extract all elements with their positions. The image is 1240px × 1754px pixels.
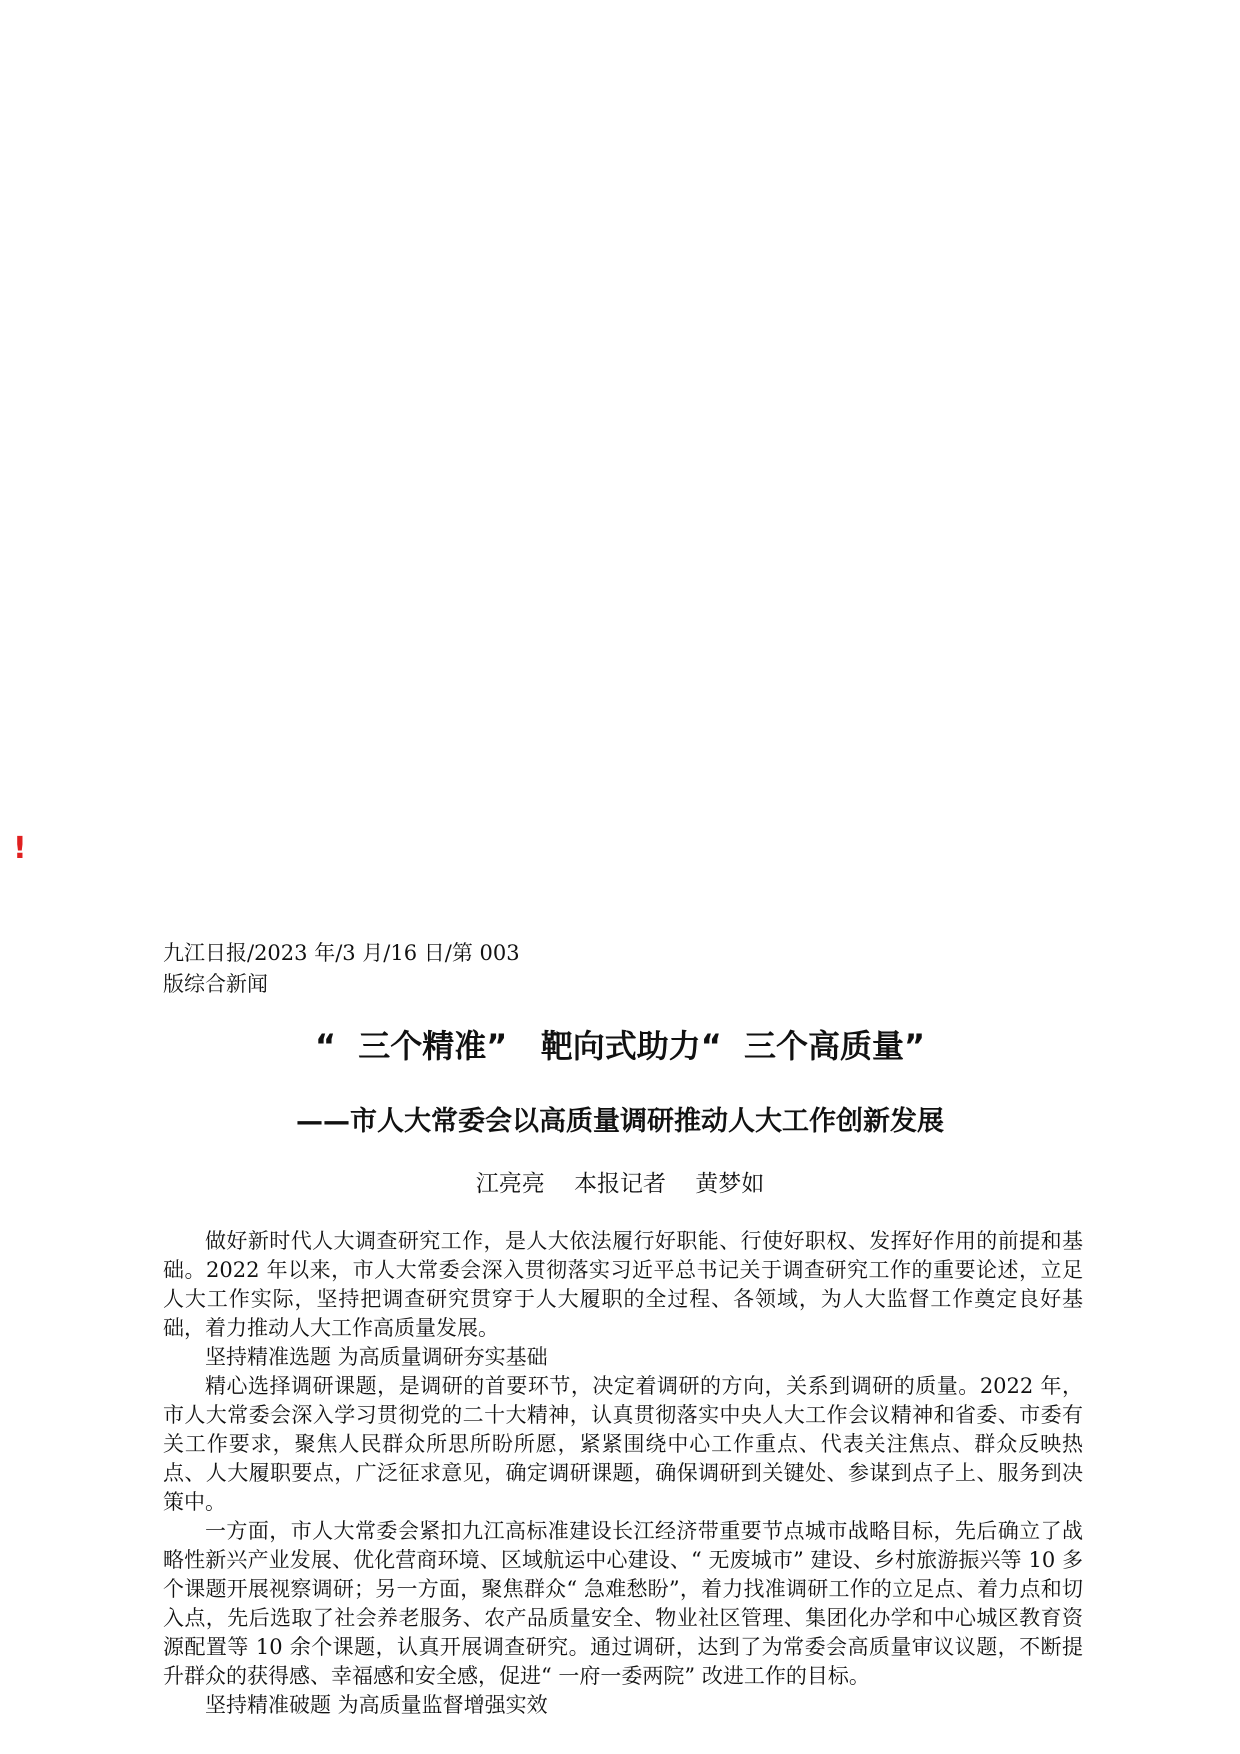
paragraph-1: 精心选择调研课题，是调研的首要环节，决定着调研的方向，关系到调研的质量。2022 年，市人大常委会深入学习贯彻党的二十大精神，认真贯彻落实中央人大工作会议精神和省委、市委有关工作要求，聚焦人民群众所思所盼所愿，紧紧围绕中心工作重点、代表关注焦点、群众反映热点、人大履职要点，广泛征求意见，确定调研课题，确保调研到关键处、参谋到点子上、服务到决策中。 <box>163 1374 1083 1514</box>
source-line-2: 版综合新闻 <box>163 972 268 996</box>
article-byline: 江亮亮 本报记者 黄梦如 <box>475 1171 765 1197</box>
article-body <box>163 1227 1083 1720</box>
section-heading-1: 坚持精准选题 为高质量调研夯实基础 <box>205 1345 548 1369</box>
section-heading-2: 坚持精准破题 为高质量监督增强实效 <box>205 1693 548 1717</box>
source-line-1: 九江日报/2023 年/3 月/16 日/第 003 <box>163 941 520 965</box>
alert-mark: ! <box>13 831 27 866</box>
article-subtitle: ——市人大常委会以高质量调研推动人大工作创新发展 <box>296 1106 944 1137</box>
source-line <box>163 938 520 1000</box>
paragraph-intro: 做好新时代人大调查研究工作，是人大依法履行好职能、行使好职权、发挥好作用的前提和基础。2022 年以来，市人大常委会深入贯彻落实习近平总书记关于调查研究工作的重要论述，立足人大工作实际，坚持把调查研究贯穿于人大履职的全过程、各领域，为人大监督工作奠定良好基础，着力推动人大工作高质量发展。 <box>163 1229 1083 1340</box>
article-title: “ 三个精准” 靶向式助力“ 三个高质量” <box>314 1027 926 1065</box>
paragraph-2: 一方面，市人大常委会紧扣九江高标准建设长江经济带重要节点城市战略目标，先后确立了战略性新兴产业发展、优化营商环境、区域航运中心建设、“ 无废城市” 建设、乡村旅游振兴等 10 多个课题开展视察调研；另一方面，聚焦群众“ 急难愁盼”，着力找准调研工作的立足点、着力点和切入点，先后选取了社会养老服务、农产品质量安全、物业社区管理、集团化办学和中心城区教育资源配置等 10 余个课题，认真开展调查研究。通过调研，达到了为常委会高质量审议议题，不断提升群众的获得感、幸福感和安全感，促进“ 一府一委两院” 改进工作的目标。 <box>163 1519 1083 1688</box>
